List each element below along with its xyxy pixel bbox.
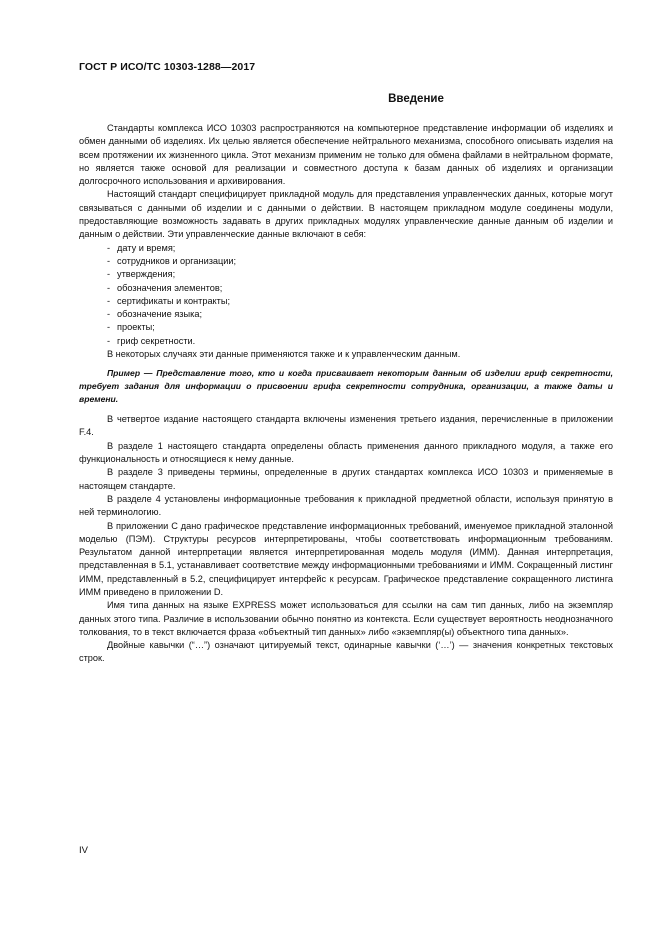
section-title-text: Введение	[388, 93, 444, 105]
list-item: - дату и время;	[107, 242, 176, 253]
paragraph: В разделе 3 приведены термины, определенные в других стандартах комплекса ИСО 10303 и применяемые в настоящем стандарте.	[79, 467, 613, 491]
list-item: - утверждения;	[107, 269, 176, 280]
list-item: - обозначения элементов;	[107, 282, 223, 293]
paragraph: В разделе 4 установлены информационные требования к прикладной предметной области, используя принятую в ней терминологию.	[79, 493, 613, 518]
list-item: - гриф секретности.	[107, 335, 196, 346]
standard-header: ГОСТ Р ИСО/ТС 10303-1288—2017	[79, 61, 256, 73]
list-item: - проекты;	[107, 322, 155, 333]
management-data-list	[79, 242, 613, 348]
document-body	[79, 122, 613, 666]
section-title	[79, 93, 613, 105]
page-number: IV	[79, 845, 88, 856]
paragraph: В разделе 1 настоящего стандарта определены область применения данного прикладного модуля, а также его функциональность и относящиеся к нему данные.	[79, 440, 613, 465]
paragraph: Двойные кавычки (“…”) означают цитируемый текст, одинарные кавычки (‘…’) — значения конкретных текстовых строк.	[79, 640, 613, 664]
paragraph: В четвертое издание настоящего стандарта включены изменения третьего издания, перечисленные в приложении F.4.	[79, 414, 613, 438]
paragraph: Стандарты комплекса ИСО 10303 распространяются на компьютерное представление информации об изделиях и обмен данными об изделиях. Их целью является обеспечение нейтрального механизма, способного описывать изделия на всем протяжении их жизненного цикла. Этот механизм применим не только для обмена файлами в нейтральном формате, но является также основой для реализации и совместного доступа к базам данных об изделиях и организации долгосрочного использования и архивирования.	[79, 123, 613, 187]
list-item: - сертификаты и контракты;	[107, 295, 231, 306]
paragraph: Настоящий стандарт специфицирует прикладной модуль для представления управленческих данных, которые могут связываться с данными об изделии и с данными о действии. В настоящем прикладном модуле соединены модули, предоставляющие возможность задавать в других прикладных модулях управленческие данные данным об изделии и данным о действии. Эти управленческие данные включают в себя:	[79, 189, 613, 240]
list-item: - обозначение языка;	[107, 309, 203, 320]
paragraph: Имя типа данных на языке EXPRESS может использоваться для ссылки на сам тип данных, либо на экземпляр данных этого типа. Различие в использовании обычно понятно из контекста. Если существует вероятность неоднозначного толкования, то в текст включается фраза «объектный тип данных» либо «экземпляр(ы) объектного типа данных».	[79, 600, 613, 637]
paragraph: В приложении С дано графическое представление информационных требований, именуемое прикладной эталонной моделью (ПЭМ). Структуры ресурсов интерпретированы, чтобы соответствовать информационным требованиям. Результатом данной интерпретации является интерпретированная модель модуля (ИММ). Данная интерпретация, представленная в 5.1, устанавливает соответствие между информационными требованиями и ИММ. Сокращенный листинг ИММ, представленный в 5.2, специфицирует интерфейс к ресурсам. Графическое представление сокращенного листинга ИММ приведено в приложении D.	[79, 520, 613, 597]
paragraph: В некоторых случаях эти данные применяются также и к управленческим данным.	[107, 349, 461, 360]
example-note: Пример — Представление того, кто и когда присваивает некоторым данным об изделии гриф секретности, требует задания для информации о присвоении грифа секретности сотрудника, организации, а также даты и времени.	[79, 368, 613, 404]
list-item: - сотрудников и организации;	[107, 255, 237, 266]
